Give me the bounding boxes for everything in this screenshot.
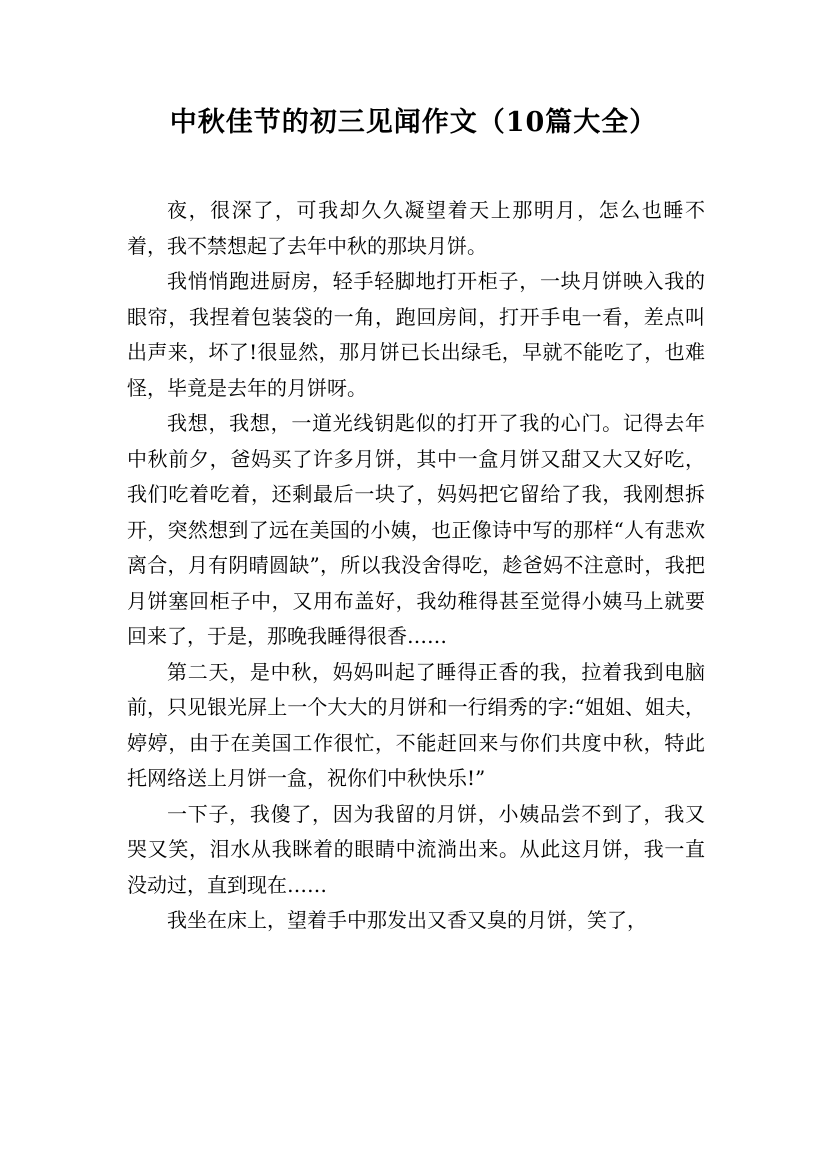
document-title: 中秋佳节的初三见闻作文（10篇大全）	[169, 107, 658, 138]
paragraph-2: 我悄悄跑进厨房，轻手轻脚地打开柜子，一块月饼映入我的眼帘，我捏着包装袋的一角，跑回房间，打开手电一看，差点叫出声来，坏了!很显然，那月饼已长出绿毛，早就不能吃了，也难怪，毕竟是去年的月饼呀。	[127, 269, 705, 400]
paragraph-3: 我想，我想，一道光线钥匙似的打开了我的心门。记得去年中秋前夕，爸妈买了许多月饼，其中一盒月饼又甜又大又好吃，我们吃着吃着，还剩最后一块了，妈妈把它留给了我，我刚想拆开，突然想到了远在美国的小姨，也正像诗中写的那样“人有悲欢离合，月有阴晴圆缺”，所以我没舍得吃，趁爸妈不注意时，我把月饼塞回柜子中，又用布盖好，我幼稚得甚至觉得小姨马上就要回来了，于是，那晚我睡得很香……	[127, 411, 705, 648]
paragraph-5: 一下子，我傻了，因为我留的月饼，小姨品尝不到了，我又哭又笑，泪水从我眯着的眼睛中流淌出来。从此这月饼，我一直没动过，直到现在……	[127, 801, 705, 897]
paragraph-6: 我坐在床上，望着手中那发出又香又臭的月饼，笑了，	[167, 908, 647, 932]
paragraph-1: 夜，很深了，可我却久久凝望着天上那明月，怎么也睡不着，我不禁想起了去年中秋的那块月饼。	[127, 198, 705, 258]
paragraph-4: 第二天，是中秋，妈妈叫起了睡得正香的我，拉着我到电脑前，只见银光屏上一个大大的月饼和一行绢秀的字:“姐姐、姐夫，婷婷，由于在美国工作很忙，不能赶回来与你们共度中秋，特此托网络送上月饼一盒，祝你们中秋快乐!”	[127, 659, 705, 790]
document-body	[127, 193, 705, 939]
